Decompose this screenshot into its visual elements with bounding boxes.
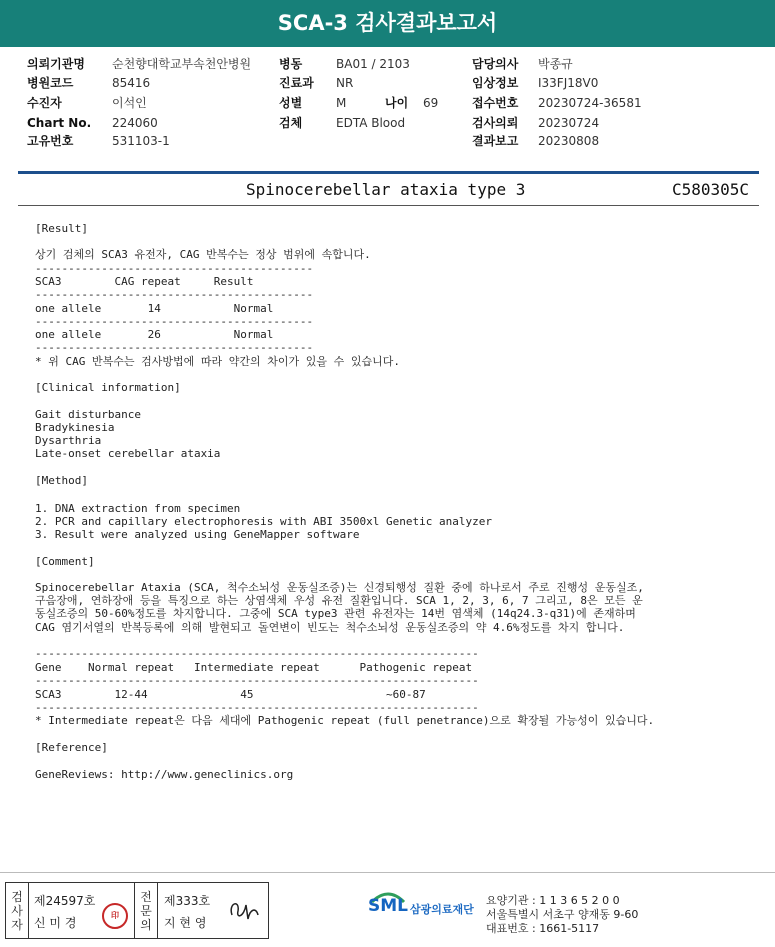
approver-name: 지 현 영 <box>164 916 207 930</box>
method-heading: [Method] <box>35 474 88 487</box>
result-rule-2: ------------------------------------------ <box>35 288 314 301</box>
value-hospital-code: 85416 <box>112 76 151 90</box>
label-report-date: 결과보고 <box>472 134 519 148</box>
comment-line-2: 구음장애, 연하장애 등을 특징으로 하는 상염색체 우성 유전 질환입니다. SCA 1, 2, 3, 6, 7 그리고, 8은 모든 운 <box>35 594 643 607</box>
comment-line-3: 동실조증의 50-60%정도를 차지합니다. 그중에 SCA type3 관련 유전자는 14번 염색체 (14q24.3-q31)에 존재하며 <box>35 607 636 620</box>
label-request-date: 검사의뢰 <box>472 116 519 130</box>
comment-heading: [Comment] <box>35 555 95 568</box>
label-receipt-no: 접수번호 <box>472 96 519 110</box>
comment-note: * Intermediate repeat은 다음 세대에 Pathogenic repeat (full penetrance)으로 확장될 가능성이 있습니다. <box>35 714 655 727</box>
value-specimen: EDTA Blood <box>336 116 406 130</box>
logo-text: SML <box>368 896 408 916</box>
result-summary: 상기 검체의 SCA3 유전자, CAG 반복수는 정상 범위에 속합니다. <box>35 248 371 261</box>
section-divider-thin <box>18 205 759 206</box>
org-name: 삼광의료재단 <box>410 903 474 916</box>
label-chart-no: Chart No. <box>27 116 92 130</box>
result-rule-1: ------------------------------------------ <box>35 262 314 275</box>
value-institution: 순천향대학교부속천안병원 <box>112 57 252 71</box>
label-specimen: 검체 <box>279 116 303 130</box>
org-line-1: 요양기관 : 1 1 3 6 5 2 0 0 <box>486 894 620 907</box>
section-divider-thick <box>18 171 759 174</box>
reference-text: GeneReviews: http://www.geneclinics.org <box>35 768 294 781</box>
label-ward: 병동 <box>279 57 303 71</box>
approver-label-char: 전 <box>140 889 152 904</box>
label-sex: 성별 <box>279 96 303 110</box>
comment-table-row: SCA3 12-44 45 ~60-87 <box>35 688 426 701</box>
footer <box>0 872 775 947</box>
value-patient: 이석인 <box>112 96 147 110</box>
comment-line-1: Spinocerebellar Ataxia (SCA, 척수소뇌성 운동실조증)는 신경퇴행성 질환 중에 하나로서 주로 진행성 운동실조, <box>35 581 644 594</box>
result-row-2: one allele 26 Normal <box>35 328 274 341</box>
value-unique-id: 531103-1 <box>112 134 170 148</box>
value-request-date: 20230724 <box>538 116 600 130</box>
inspector-label <box>6 883 29 938</box>
inspector-label-char: 검 <box>11 889 23 904</box>
value-chart-no: 224060 <box>112 116 158 130</box>
label-patient: 수진자 <box>27 96 62 110</box>
label-unique-id: 고유번호 <box>27 134 74 148</box>
method-line-3: 3. Result were analyzed using GeneMapper software <box>35 528 360 541</box>
approver-label-char: 의 <box>140 917 152 932</box>
clinical-line-1: Gait disturbance <box>35 408 141 421</box>
approver-signature-icon <box>226 895 262 925</box>
value-age: 69 <box>423 96 439 110</box>
comment-rule-3: ------------------------------------------------------------------- <box>35 701 479 714</box>
test-code: C580305C <box>671 180 749 199</box>
result-rule-4: ------------------------------------------ <box>35 341 314 354</box>
result-table-header: SCA3 CAG repeat Result <box>35 275 254 288</box>
label-department: 진료과 <box>279 76 314 90</box>
value-clinical-info: I33FJ18V0 <box>538 76 599 90</box>
value-doctor: 박종규 <box>538 57 573 71</box>
result-note: * 위 CAG 반복수는 검사방법에 따라 약간의 차이가 있을 수 있습니다. <box>35 355 400 368</box>
value-receipt-no: 20230724-36581 <box>538 96 642 110</box>
inspector-name: 신 미 경 <box>34 916 77 930</box>
result-rule-3: ------------------------------------------ <box>35 315 314 328</box>
result-row-1: one allele 14 Normal <box>35 302 274 315</box>
footer-divider <box>0 872 775 873</box>
inspector-label-char: 자 <box>11 917 23 932</box>
label-institution: 의뢰기관명 <box>27 57 85 71</box>
label-clinical-info: 임상정보 <box>472 76 519 90</box>
inspector-license: 제24597호 <box>34 894 96 908</box>
method-line-1: 1. DNA extraction from specimen <box>35 502 241 515</box>
value-sex: M <box>336 96 347 110</box>
org-line-2: 서울특별시 서초구 양재동 9-60 <box>486 908 639 921</box>
approver-label-char: 문 <box>140 903 152 918</box>
inspector-seal-icon: 印 <box>102 903 128 929</box>
approver-license: 제333호 <box>164 894 211 908</box>
label-doctor: 담당의사 <box>472 57 519 71</box>
reference-heading: [Reference] <box>35 741 108 754</box>
value-ward: BA01 / 2103 <box>336 57 410 71</box>
inspector-label-char: 사 <box>11 903 23 918</box>
signature-box <box>5 882 269 939</box>
label-age: 나이 <box>385 96 409 110</box>
comment-rule-2: ------------------------------------------------------------------- <box>35 674 479 687</box>
label-hospital-code: 병원코드 <box>27 76 74 90</box>
report-title: SCA-3 검사결과보고서 <box>0 0 775 47</box>
result-heading: [Result] <box>35 222 88 235</box>
org-logo <box>368 890 478 930</box>
clinical-heading: [Clinical information] <box>35 381 181 394</box>
value-report-date: 20230808 <box>538 134 600 148</box>
org-line-3: 대표번호 : 1661-5117 <box>486 922 600 935</box>
comment-line-4: CAG 염기서열의 반복등록에 의해 발현되고 돌연변이 빈도는 척수소뇌성 운동실조증의 약 4.6%정도를 차지 합니다. <box>35 621 625 634</box>
comment-rule-1: ------------------------------------------------------------------- <box>35 647 479 660</box>
comment-table-header: Gene Normal repeat Intermediate repeat Pathogenic repeat <box>35 661 473 674</box>
test-name: Spinocerebellar ataxia type 3 <box>246 180 526 199</box>
clinical-line-2: Bradykinesia <box>35 421 115 434</box>
method-line-2: 2. PCR and capillary electrophoresis with ABI 3500xl Genetic analyzer <box>35 515 492 528</box>
clinical-line-3: Dysarthria <box>35 434 102 447</box>
value-department: NR <box>336 76 354 90</box>
approver-label <box>134 883 158 938</box>
clinical-line-4: Late-onset cerebellar ataxia <box>35 447 221 460</box>
